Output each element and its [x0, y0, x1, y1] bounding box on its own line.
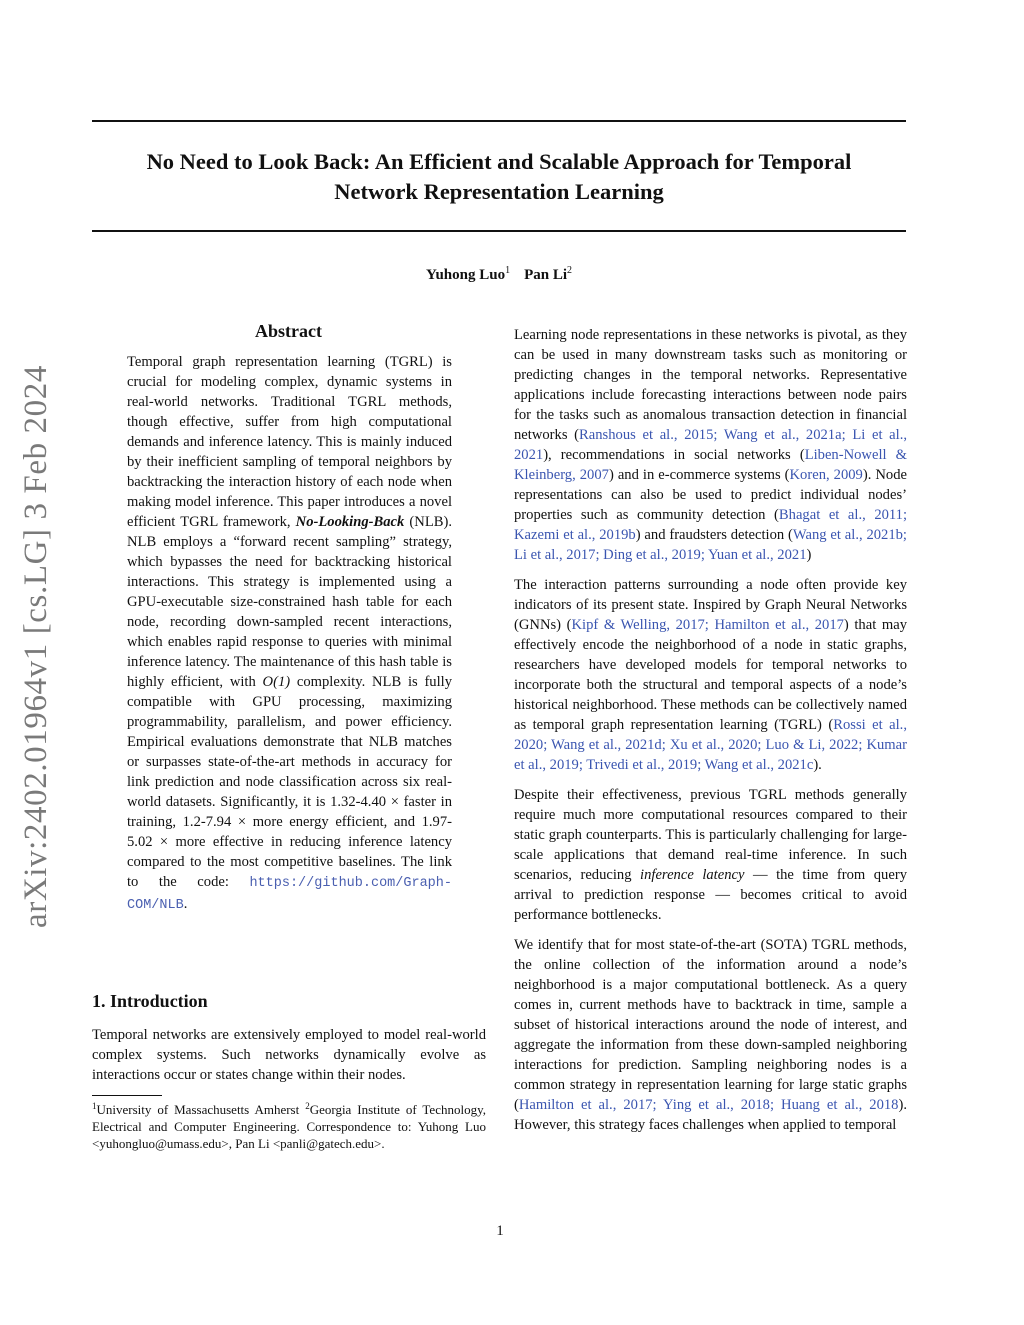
citation-link[interactable]: Bhagat et al., 2011; Kazemi et al., 2019b	[514, 507, 908, 543]
title-line-1: No Need to Look Back: An Efficient and Scalable Approach for Temporal	[146, 149, 852, 174]
page-number: 1	[496, 1223, 504, 1239]
paragraph: Learning node representations in these networks is pivotal, as they can be used in many downstream tasks such as monitoring or predicting changes in the temporal networks. Representative applications include forecasting interactions between node pairs for the tasks such as anomalous transaction detection in financial networks (Ranshous et al., 2015; Wang et al., 2021a; Li et al., 2021), recommendations in social networks (Liben-Nowell & Kleinberg, 2007) and in e-commerce systems (Koren, 2009). Node representations can also be used to predict individual nodes’ properties such as community detection (Bhagat et al., 2011; Kazemi et al., 2019b) and fraudsters detection (Wang et al., 2021b; Li et al., 2017; Ding et al., 2019; Yuan et al., 2021)	[514, 327, 908, 563]
title-bottom-rule	[92, 230, 906, 232]
citation-link[interactable]: Koren, 2009	[789, 467, 863, 483]
arxiv-stamp: arXiv:2402.01964v1 [cs.LG] 3 Feb 2024	[18, 365, 54, 928]
right-column	[514, 325, 907, 1145]
section-heading-introduction: 1. Introduction	[92, 991, 208, 1011]
footnote-rule	[92, 1095, 162, 1096]
paragraph: The interaction patterns surrounding a node often provide key indicators of its present state. Inspired by Graph Neural Networks (GNNs) (Kipf & Welling, 2017; Hamilton et al., 2017) that may effectively encode the neighborhood of a node in static graphs, researchers have developed models for temporal networks to incorporate both the structural and temporal aspects of a node’s historical neighborhood. These methods can be collectively named as temporal graph representation learning (TGRL) (Rossi et al., 2020; Wang et al., 2021d; Xu et al., 2020; Luo & Li, 2022; Kumar et al., 2019; Trivedi et al., 2019; Wang et al., 2021c).	[514, 577, 907, 773]
citation-link[interactable]: Kipf & Welling, 2017; Hamilton et al., 2017	[571, 617, 844, 633]
footnote-aff-mark: 2	[305, 1101, 310, 1111]
author-affiliation: 1	[505, 265, 511, 276]
author-name: Pan Li	[524, 267, 568, 283]
abstract-text: (NLB). NLB employs a “forward recent sampling” strategy, which bypasses the need for backtracking historical interactions. This strategy is implemented using a GPU-executable size-constrained hash table for each node, recording down-sampled recent interactions, which enables rapid response to queries with minimal inference latency. The maintenance of this hash table is highly efficient, with	[127, 514, 452, 690]
citation-link[interactable]: Hamilton et al., 2017; Ying et al., 2018; Huang et al., 2018	[518, 1097, 899, 1113]
footnote-text: University of Massachusetts Amherst	[96, 1102, 306, 1117]
author-affiliation: 2	[567, 265, 573, 276]
title-line-2: Network Representation Learning	[334, 179, 664, 204]
emphasis: inference latency	[640, 867, 745, 883]
paragraph: Despite their effectiveness, previous TGRL methods generally require much more computational resources compared to their static graph counterparts. This is particularly challenging for large-scale applications that demand real-time inference. In such scenarios, reducing inference latency — the time from query arrival to prediction response — becomes critical to avoid performance bottlenecks.	[514, 787, 907, 923]
citation-link[interactable]: Liben-Nowell & Kleinberg, 2007	[514, 447, 907, 483]
abstract-text: Temporal graph representation learning (TGRL) is crucial for modeling complex, dynamic systems in real-world networks. Traditional TGRL methods, though effective, suffer from high computational demands and inference latency. This is mainly induced by their inefficient sampling of temporal neighbors by backtracking the interaction history of each node when making model inference. This paper introduces a novel efficient TGRL framework,	[127, 354, 452, 530]
paper-title	[92, 147, 906, 207]
author-list	[92, 265, 906, 284]
abstract-heading: Abstract	[255, 321, 322, 341]
complexity-notation: O(1)	[262, 674, 291, 690]
abstract-body	[127, 352, 452, 916]
citation-link[interactable]: Ranshous et al., 2015; Wang et al., 2021a; Li et al., 2021	[514, 427, 907, 463]
author-name: Yuhong Luo	[425, 267, 506, 283]
intro-paragraph: Temporal networks are extensively employed to model real-world complex systems. Such networks dynamically evolve as interactions occur or states change within their nodes.	[92, 1027, 486, 1083]
framework-name: No-Looking-Back	[295, 514, 405, 530]
paragraph: We identify that for most state-of-the-art (SOTA) TGRL methods, the online collection of the information around a node’s neighborhood is a major computational bottleneck. As a query comes in, current methods have to backtrack in time, sample a subset of historical interactions around the node of interest, and aggregate the information from these down-sampled neighboring interactions for prediction. Sampling neighboring nodes is a common strategy in representation learning for large static graphs (Hamilton et al., 2017; Ying et al., 2018; Huang et al., 2018). However, this strategy faces challenges when applied to temporal	[514, 937, 907, 1133]
footnote-aff-mark: 1	[92, 1101, 97, 1111]
citation-link[interactable]: Rossi et al., 2020; Wang et al., 2021d; Xu et al., 2020; Luo & Li, 2022; Kumar et al., 2019; Trivedi et al., 2019; Wang et al., 2021c	[514, 717, 907, 773]
code-link[interactable]: https://github.com/Graph-COM/NLB	[127, 876, 452, 913]
title-top-rule	[92, 120, 906, 122]
footnote	[92, 1098, 486, 1152]
abstract-text: .	[183, 896, 188, 912]
abstract-text: complexity. NLB is fully compatible with GPU processing, maximizing programmability, parallelism, and power efficiency. Empirical evaluations demonstrate that NLB matches or surpasses state-of-the-art methods in accuracy for link prediction and node classification across six real-world datasets. Significantly, it is 1.32-4.40 × faster in training, 1.2-7.94 × more energy efficient, and 1.97-5.02 × more effective in reducing inference latency compared to the most competitive baselines. The link to the code:	[127, 674, 453, 890]
citation-link[interactable]: Wang et al., 2021b; Li et al., 2017; Ding et al., 2019; Yuan et al., 2021	[514, 527, 907, 563]
footnote-text: Georgia Institute of Technology, Electrical and Computer Engineering. Correspondence to: Yuhong Luo <yuhongluo@umass.edu>, Pan Li <panli@gatech.edu>.	[92, 1102, 486, 1151]
